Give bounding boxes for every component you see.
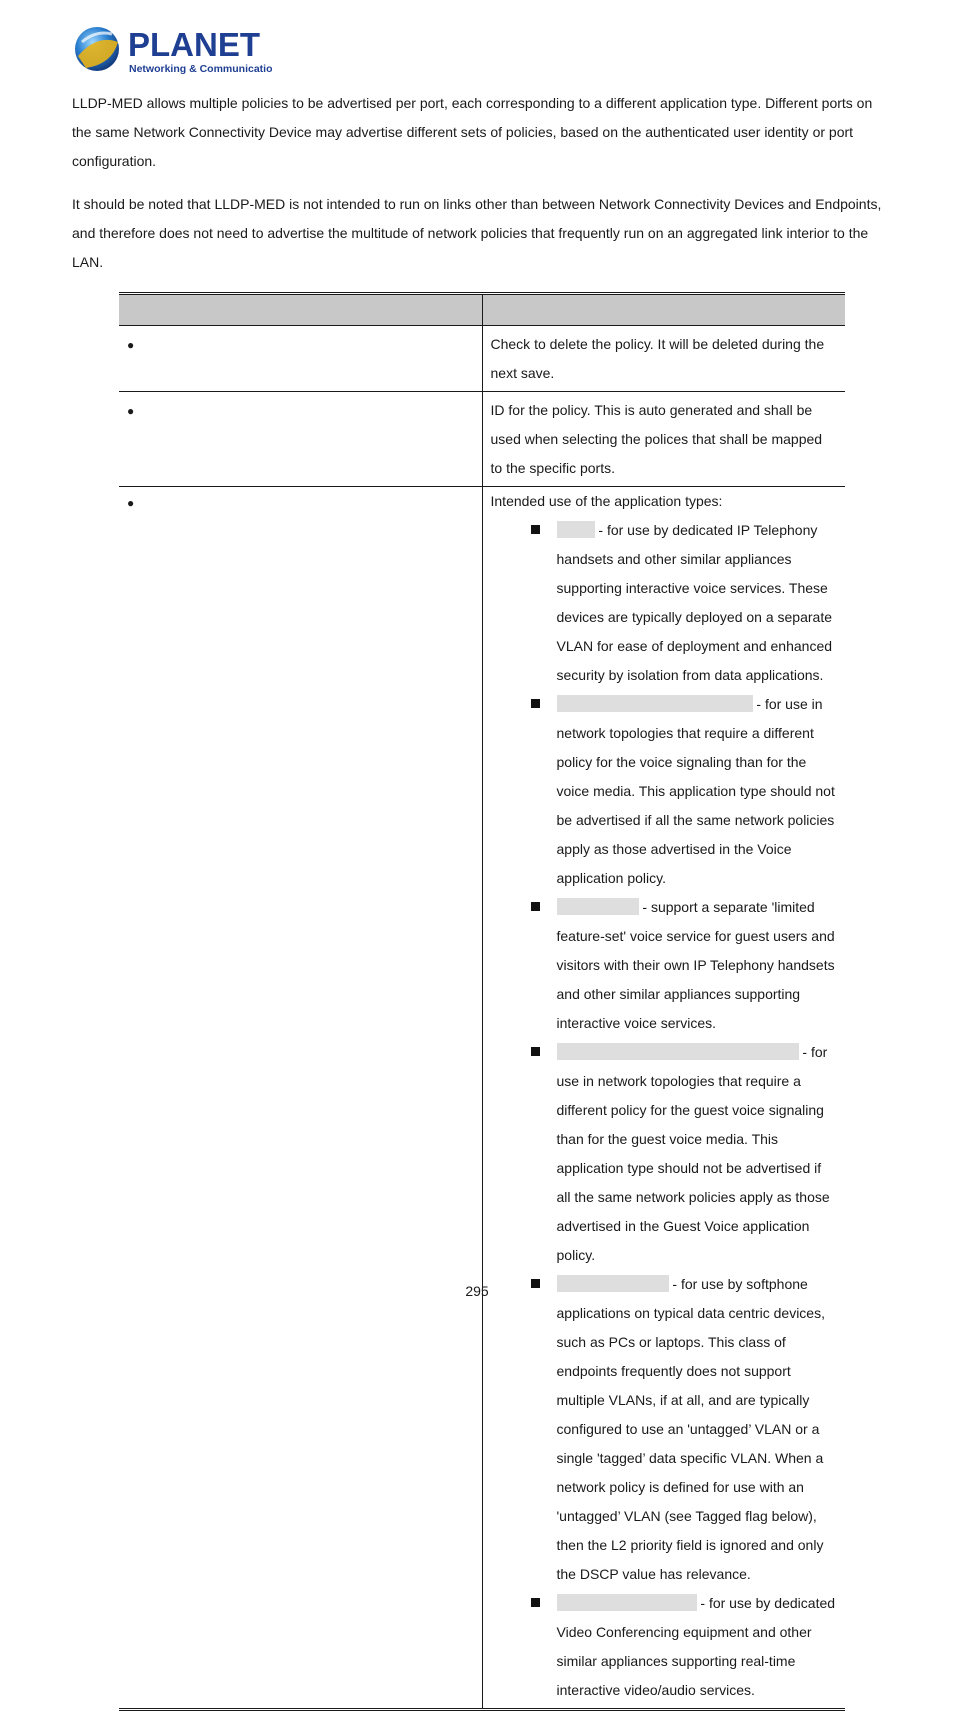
bullet-icon: ● (127, 338, 135, 352)
object-cell (119, 392, 482, 487)
object-cell (119, 487, 482, 1710)
square-bullet-icon (531, 902, 540, 911)
table-row (119, 487, 845, 1710)
table-header-row (119, 294, 845, 326)
list-item (491, 516, 838, 690)
redacted-type-name (557, 521, 595, 538)
application-type-list (491, 516, 838, 1705)
bullet-icon: ● (127, 404, 135, 418)
app-type-text: - for use by dedicated Video Conferencing equipment and other similar appliances supporting real-time interactive video/audio services. (556, 1595, 836, 1698)
square-bullet-icon (531, 699, 540, 708)
parameter-table (119, 292, 845, 1711)
square-bullet-icon (531, 1047, 540, 1056)
redacted-type-name (557, 898, 639, 915)
description-cell (482, 326, 845, 392)
list-item (491, 893, 838, 1038)
page-number: 295 (465, 1283, 489, 1299)
square-bullet-icon (531, 525, 540, 534)
app-type-text: - for use by softphone applications on typical data centric devices, such as PCs or laptops. This class of endpoints frequently does not support multiple VLANs, if at all, and are typically configured to use an 'untagged’ VLAN or a single 'tagged’ data specific VLAN. When a network policy is defined for use with an 'untagged’ VLAN (see Tagged flag below), then the L2 priority field is ignored and only the DSCP value has relevance. (556, 1276, 825, 1582)
header-description-cell (482, 294, 845, 326)
app-type-text: - support a separate 'limited feature-set' voice service for guest users and visitors with their own IP Telephony handsets and other similar appliances supporting interactive voice services. (556, 899, 835, 1031)
table-row (119, 326, 845, 392)
object-cell (119, 326, 482, 392)
list-item (491, 1589, 838, 1705)
row-description: ID for the policy. This is auto generated and shall be used when selecting the polices that shall be mapped to the specific ports. (490, 402, 823, 476)
globe-icon (72, 22, 272, 78)
redacted-type-name (557, 1594, 697, 1611)
redacted-type-name (557, 695, 753, 712)
app-type-text: - for use by dedicated IP Telephony handsets and other similar appliances supporting interactive voice services. These devices are typically deployed on a separate VLAN for ease of deployment and enhanced security by isolation from data applications. (556, 522, 833, 683)
list-item (491, 690, 838, 893)
logo-tagline: Networking & Communication (129, 63, 272, 75)
square-bullet-icon (531, 1598, 540, 1607)
description-cell (482, 392, 845, 487)
row-description: Intended use of the application types: (490, 493, 723, 509)
header-object-cell (119, 294, 482, 326)
redacted-type-name (557, 1043, 799, 1060)
intro-paragraph: LLDP-MED allows multiple policies to be advertised per port, each corresponding to a different application type. Different ports on the same Network Connectivity Device may advertise different sets of policies, based on the authenticated user identity or port configuration. (72, 95, 873, 169)
row-description: Check to delete the policy. It will be deleted during the next save. (490, 336, 825, 381)
table-row (119, 392, 845, 487)
app-type-text: - for use in network topologies that require a different policy for the guest voice signaling than for the guest voice media. This application type should not be advertised if all the same network policies apply as those advertised in the Guest Voice application policy. (556, 1044, 830, 1263)
list-item (491, 1038, 838, 1270)
note-paragraph: It should be noted that LLDP-MED is not intended to run on links other than between Network Connectivity Devices and Endpoints, and therefore does not need to advertise the multitude of network policies that frequently run on an aggregated link interior to the LAN. (72, 196, 882, 270)
list-item (491, 1270, 838, 1589)
bullet-icon: ● (127, 496, 135, 510)
description-cell (482, 487, 845, 1710)
logo-wordmark: PLANET (128, 26, 260, 63)
app-type-text: - for use in network topologies that require a different policy for the voice signaling than for the voice media. This application type should not be advertised if all the same network policies apply as those advertised in the Voice application policy. (556, 696, 835, 886)
planet-logo (72, 22, 272, 78)
